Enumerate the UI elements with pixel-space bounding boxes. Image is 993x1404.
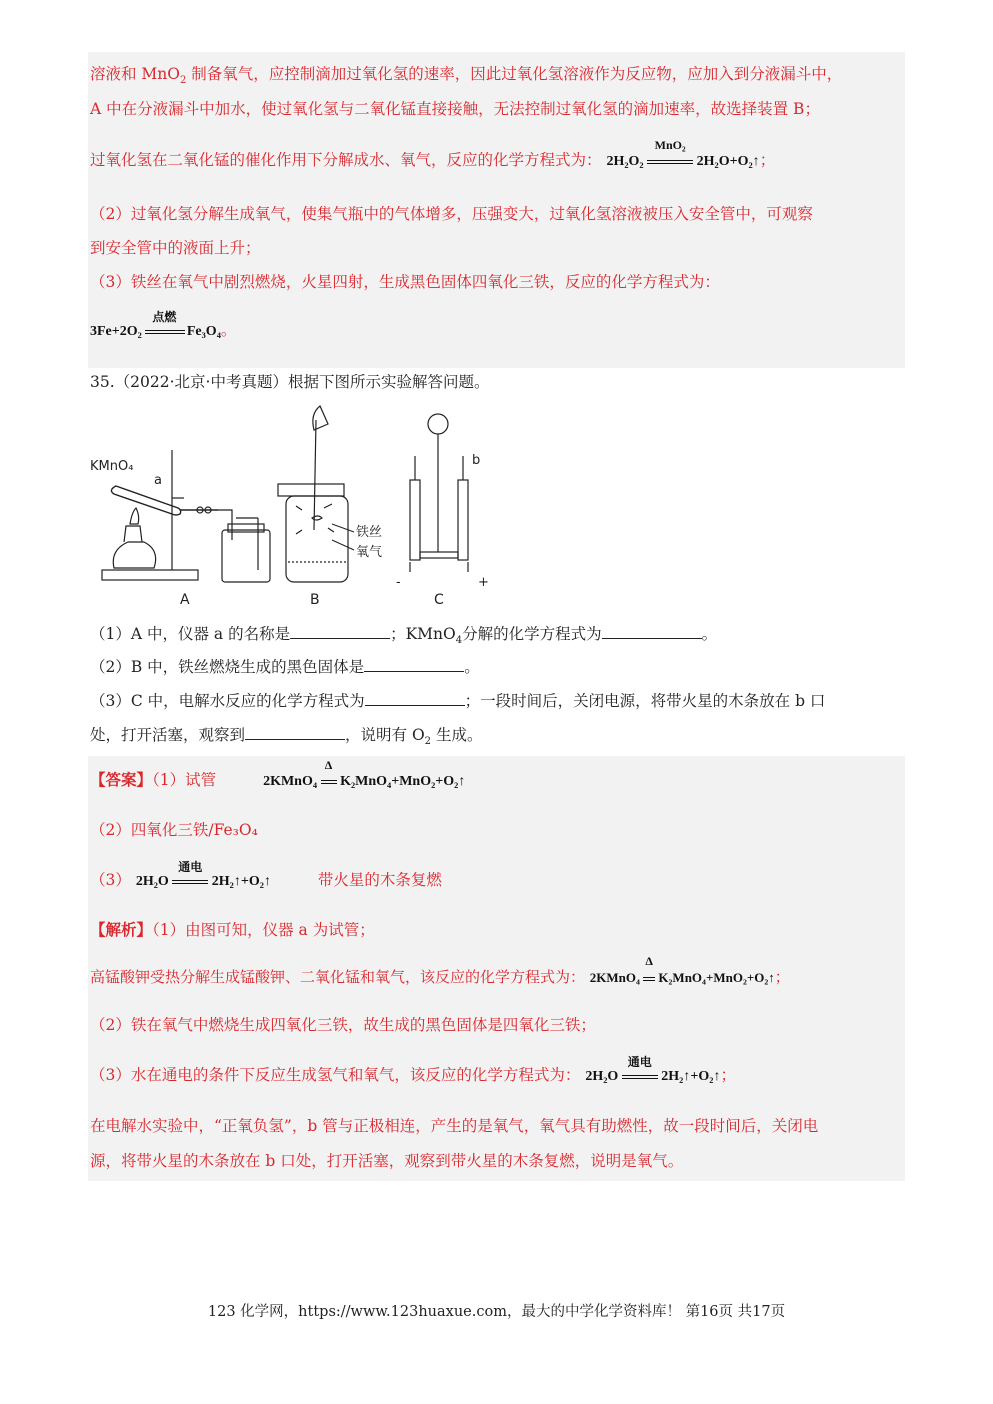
question-3-cont: 处，打开活塞，观察到 ，说明有 $O_2$ 生成。	[90, 726, 483, 748]
question-1: （1）A 中，仪器 a 的名称是 ；KMnO$_4$分解的化学方程式为 。	[90, 625, 718, 647]
answer-line-1: 【答案】（1）试管 2KMnO₄ Δ K₂MnO₄+MnO₂+O₂↑	[90, 758, 466, 789]
equation-h2o: 2H₂O 通电 2H₂↑+O₂↑	[135, 860, 271, 889]
answer-line-2: （2）四氧化三铁/Fe₃O₄	[90, 821, 258, 839]
apparatus-c	[410, 414, 468, 572]
prev-line-1: 溶液和 MnO$_2$ 制备氧气，应控制滴加过氧化氢的速率，因此过氧化氢溶液作为反应物，应加入到分液漏斗中，	[90, 65, 843, 87]
caption-b: B	[310, 592, 320, 608]
condition-heat-2: Δ	[643, 970, 655, 986]
analysis-line-5: 在电解水实验中，“正氧负氢”，b 管与正极相连，产生的是氧气，氧气具有助燃性，故一段时间后，关闭电	[90, 1117, 819, 1135]
label-negative: -	[396, 575, 401, 590]
answer-blank-3[interactable]	[364, 657, 464, 672]
equation-kmno4-analysis: 2KMnO₄ Δ K₂MnO₄+MnO₂+O₂↑	[589, 954, 775, 985]
condition-mno2: MnO₂	[647, 154, 693, 170]
equation-h2o2: 2H₂O₂ MnO₂ 2H₂O+O₂↑	[606, 138, 760, 169]
condition-heat: Δ	[321, 774, 337, 790]
condition-electric: 通电	[172, 874, 208, 890]
label-positive: +	[478, 575, 489, 590]
equation-kmno4: 2KMnO₄ Δ K₂MnO₄+MnO₂+O₂↑	[263, 758, 466, 789]
question-2: （2）B 中，铁丝燃烧生成的黑色固体是 。	[90, 658, 480, 676]
caption-c: C	[434, 592, 444, 608]
answer-blank-1[interactable]	[290, 624, 390, 639]
prev-line-7: 3Fe+2O₂ 点燃 Fe₃O₄。	[90, 310, 237, 339]
prev-line-4: （2）过氧化氢分解生成氧气，使集气瓶中的气体增多，压强变大，过氧化氢溶液被压入安全管中，可观察	[90, 205, 813, 223]
condition-ignite: 点燃	[145, 324, 183, 340]
label-a-instrument: a	[154, 473, 162, 488]
equation-fe: 3Fe+2O₂ 点燃 Fe₃O₄	[90, 310, 221, 339]
prev-line-5: 到安全管中的液面上升；	[90, 239, 261, 257]
label-kmno4: KMnO₄	[90, 459, 134, 474]
answer-blank-2[interactable]	[602, 624, 702, 639]
answer-blank-4[interactable]	[365, 691, 465, 706]
answer-line-3: （3） 2H₂O 通电 2H₂↑+O₂↑ 带火星的木条复燃	[90, 860, 442, 889]
label-oxygen: 氧气	[356, 545, 383, 560]
prev-line-3: 过氧化氢在二氧化锰的催化作用下分解成水、氧气，反应的化学方程式为： 2H₂O₂ MnO₂ 2H₂O+O₂↑；	[90, 138, 776, 169]
prev-line-2: A 中在分液漏斗中加水，使过氧化氢与二氧化锰直接接触，无法控制过氧化氢的滴加速率，故选择装置 B；	[90, 100, 820, 118]
caption-a: A	[180, 592, 190, 608]
label-iron-wire: 铁丝	[356, 525, 383, 540]
question-stem: 35.（2022·北京·中考真题）根据下图所示实验解答问题。	[90, 373, 490, 391]
apparatus-b	[278, 406, 348, 582]
analysis-line-2: 高锰酸钾受热分解生成锰酸钾、二氧化锰和氧气，该反应的化学方程式为： 2KMnO₄ Δ K₂MnO₄+MnO₂+O₂↑；	[90, 954, 790, 986]
page-footer: 123 化学网，https://www.123huaxue.com，最大的中学化学资料库！ 第16页 共17页	[207, 1304, 786, 1320]
question-3: （3）C 中，电解水反应的化学方程式为 ；一段时间后，关闭电源，将带火星的木条放在 b 口	[90, 692, 826, 710]
label-b-tube: b	[472, 453, 481, 468]
analysis-line-4: （3）水在通电的条件下反应生成氢气和氧气，该反应的化学方程式为： 2H₂O 通电 2H₂↑+O₂↑；	[90, 1055, 736, 1084]
analysis-line-6: 源，将带火星的木条放在 b 口处，打开活塞，观察到带火星的木条复燃，说明是氧气。	[90, 1152, 684, 1170]
equation-h2o-analysis: 2H₂O 通电 2H₂↑+O₂↑	[585, 1055, 721, 1084]
answer-blank-5[interactable]	[245, 725, 345, 740]
analysis-line-3: （2）铁在氧气中燃烧生成四氧化三铁，故生成的黑色固体是四氧化三铁；	[90, 1016, 596, 1034]
prev-line-6: （3）铁丝在氧气中剧烈燃烧，火星四射，生成黑色固体四氧化三铁，反应的化学方程式为：	[90, 273, 720, 291]
condition-electric-2: 通电	[622, 1069, 658, 1085]
analysis-line-1: 【解析】（1）由图可知，仪器 a 为试管；	[90, 920, 375, 939]
experiment-figure	[88, 400, 508, 612]
